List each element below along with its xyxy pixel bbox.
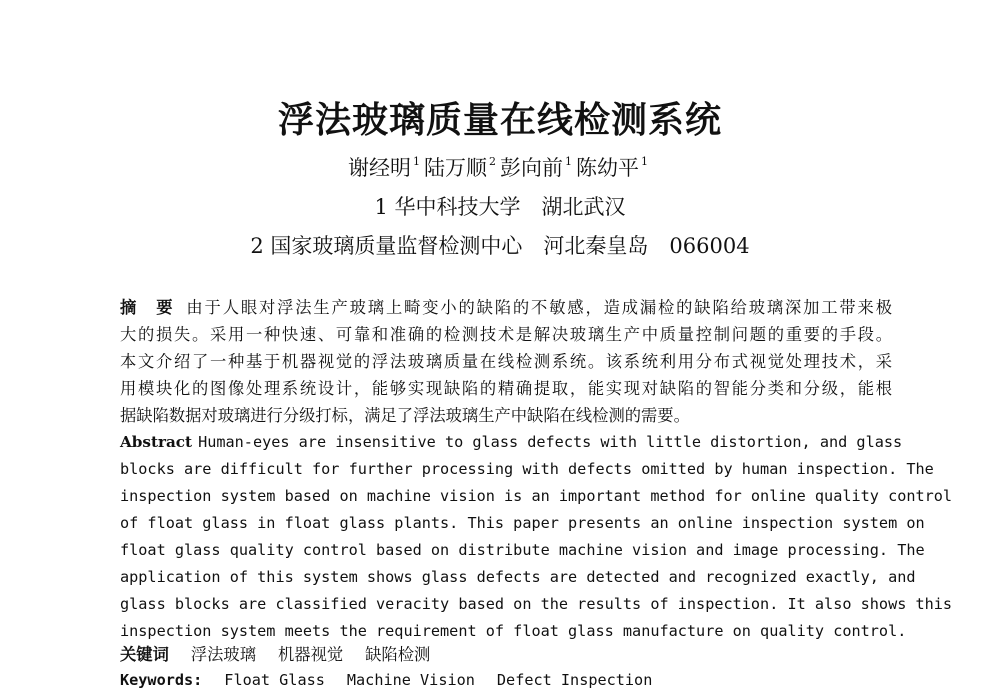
keyword: Defect Inspection — [496, 671, 653, 689]
keywords-chinese — [120, 643, 892, 667]
author: 陈幼平 — [576, 156, 639, 180]
author-list — [0, 152, 1000, 182]
author: 陆万顺 — [424, 156, 487, 180]
abstract-label: 摘 要 — [120, 298, 175, 317]
keyword: Float Glass — [224, 671, 325, 689]
abstract-line — [120, 404, 892, 428]
abstract-line — [120, 511, 925, 535]
abstract-text: 据缺陷数据对玻璃进行分级打标，满足了浮法玻璃生产中缺陷在线检测的需要。 — [120, 406, 690, 425]
author-affiliation-mark: 1 — [641, 155, 648, 168]
keyword: 机器视觉 — [278, 645, 344, 664]
abstract-line — [120, 296, 892, 320]
keywords-label: Keywords: — [120, 671, 203, 689]
author: 谢经明 — [348, 156, 411, 180]
abstract-line — [120, 619, 907, 643]
keyword: 缺陷检测 — [365, 645, 431, 664]
author-affiliation-mark: 1 — [413, 155, 420, 168]
abstract-text: application of this system shows glass defects are detected and recognized exactly, and — [120, 568, 916, 586]
abstract-line — [120, 430, 903, 454]
abstract-line — [120, 538, 925, 562]
affiliation-1: 1 华中科技大学 湖北武汉 — [374, 195, 626, 219]
abstract-text: blocks are difficult for further processing with defects omitted by human inspection. The — [120, 460, 934, 478]
author-affiliation-mark: 2 — [489, 155, 496, 168]
abstract-line — [120, 323, 892, 347]
abstract-text: 由于人眼对浮法生产玻璃上畸变小的缺陷的不敏感，造成漏检的缺陷给玻璃深加工带来极 — [186, 298, 892, 317]
affiliation-2: 2 国家玻璃质量监督检测中心 河北秦皇岛 066004 — [250, 234, 750, 258]
abstract-line — [120, 350, 892, 374]
author: 彭向前 — [500, 156, 563, 180]
abstract-line — [120, 484, 953, 508]
abstract-line — [120, 377, 892, 401]
abstract-line — [120, 565, 916, 589]
abstract-text: inspection system meets the requirement of float glass manufacture on quality control. — [120, 622, 907, 640]
abstract-line — [120, 457, 934, 481]
abstract-label: Abstract — [120, 433, 193, 451]
abstract-text: inspection system based on machine vision is an important method for online quality control — [120, 487, 953, 505]
abstract-text: float glass quality control based on distribute machine vision and image processing. The — [120, 541, 925, 559]
keywords-english — [120, 668, 892, 692]
author-affiliation-mark: 1 — [565, 155, 572, 168]
abstract-text: glass blocks are classified veracity based on the results of inspection. It also shows this — [120, 595, 953, 613]
keywords-label: 关键词 — [120, 645, 169, 664]
abstract-line — [120, 592, 953, 616]
abstract-text: 本文介绍了一种基于机器视觉的浮法玻璃质量在线检测系统。该系统利用分布式视觉处理技术，采 — [120, 352, 892, 371]
keyword: 浮法玻璃 — [190, 645, 256, 664]
keyword: Machine Vision — [346, 671, 475, 689]
abstract-text: Human-eyes are insensitive to glass defects with little distortion, and glass — [198, 433, 903, 451]
abstract-text: 大的损失。采用一种快速、可靠和准确的检测技术是解决玻璃生产中质量控制问题的重要的手段。 — [120, 325, 892, 344]
abstract-text: of float glass in float glass plants. This paper presents an online inspection system on — [120, 514, 925, 532]
paper-title: 浮法玻璃质量在线检测系统 — [277, 100, 722, 141]
abstract-text: 用模块化的图像处理系统设计，能够实现缺陷的精确提取，能实现对缺陷的智能分类和分级，能根 — [120, 379, 892, 398]
